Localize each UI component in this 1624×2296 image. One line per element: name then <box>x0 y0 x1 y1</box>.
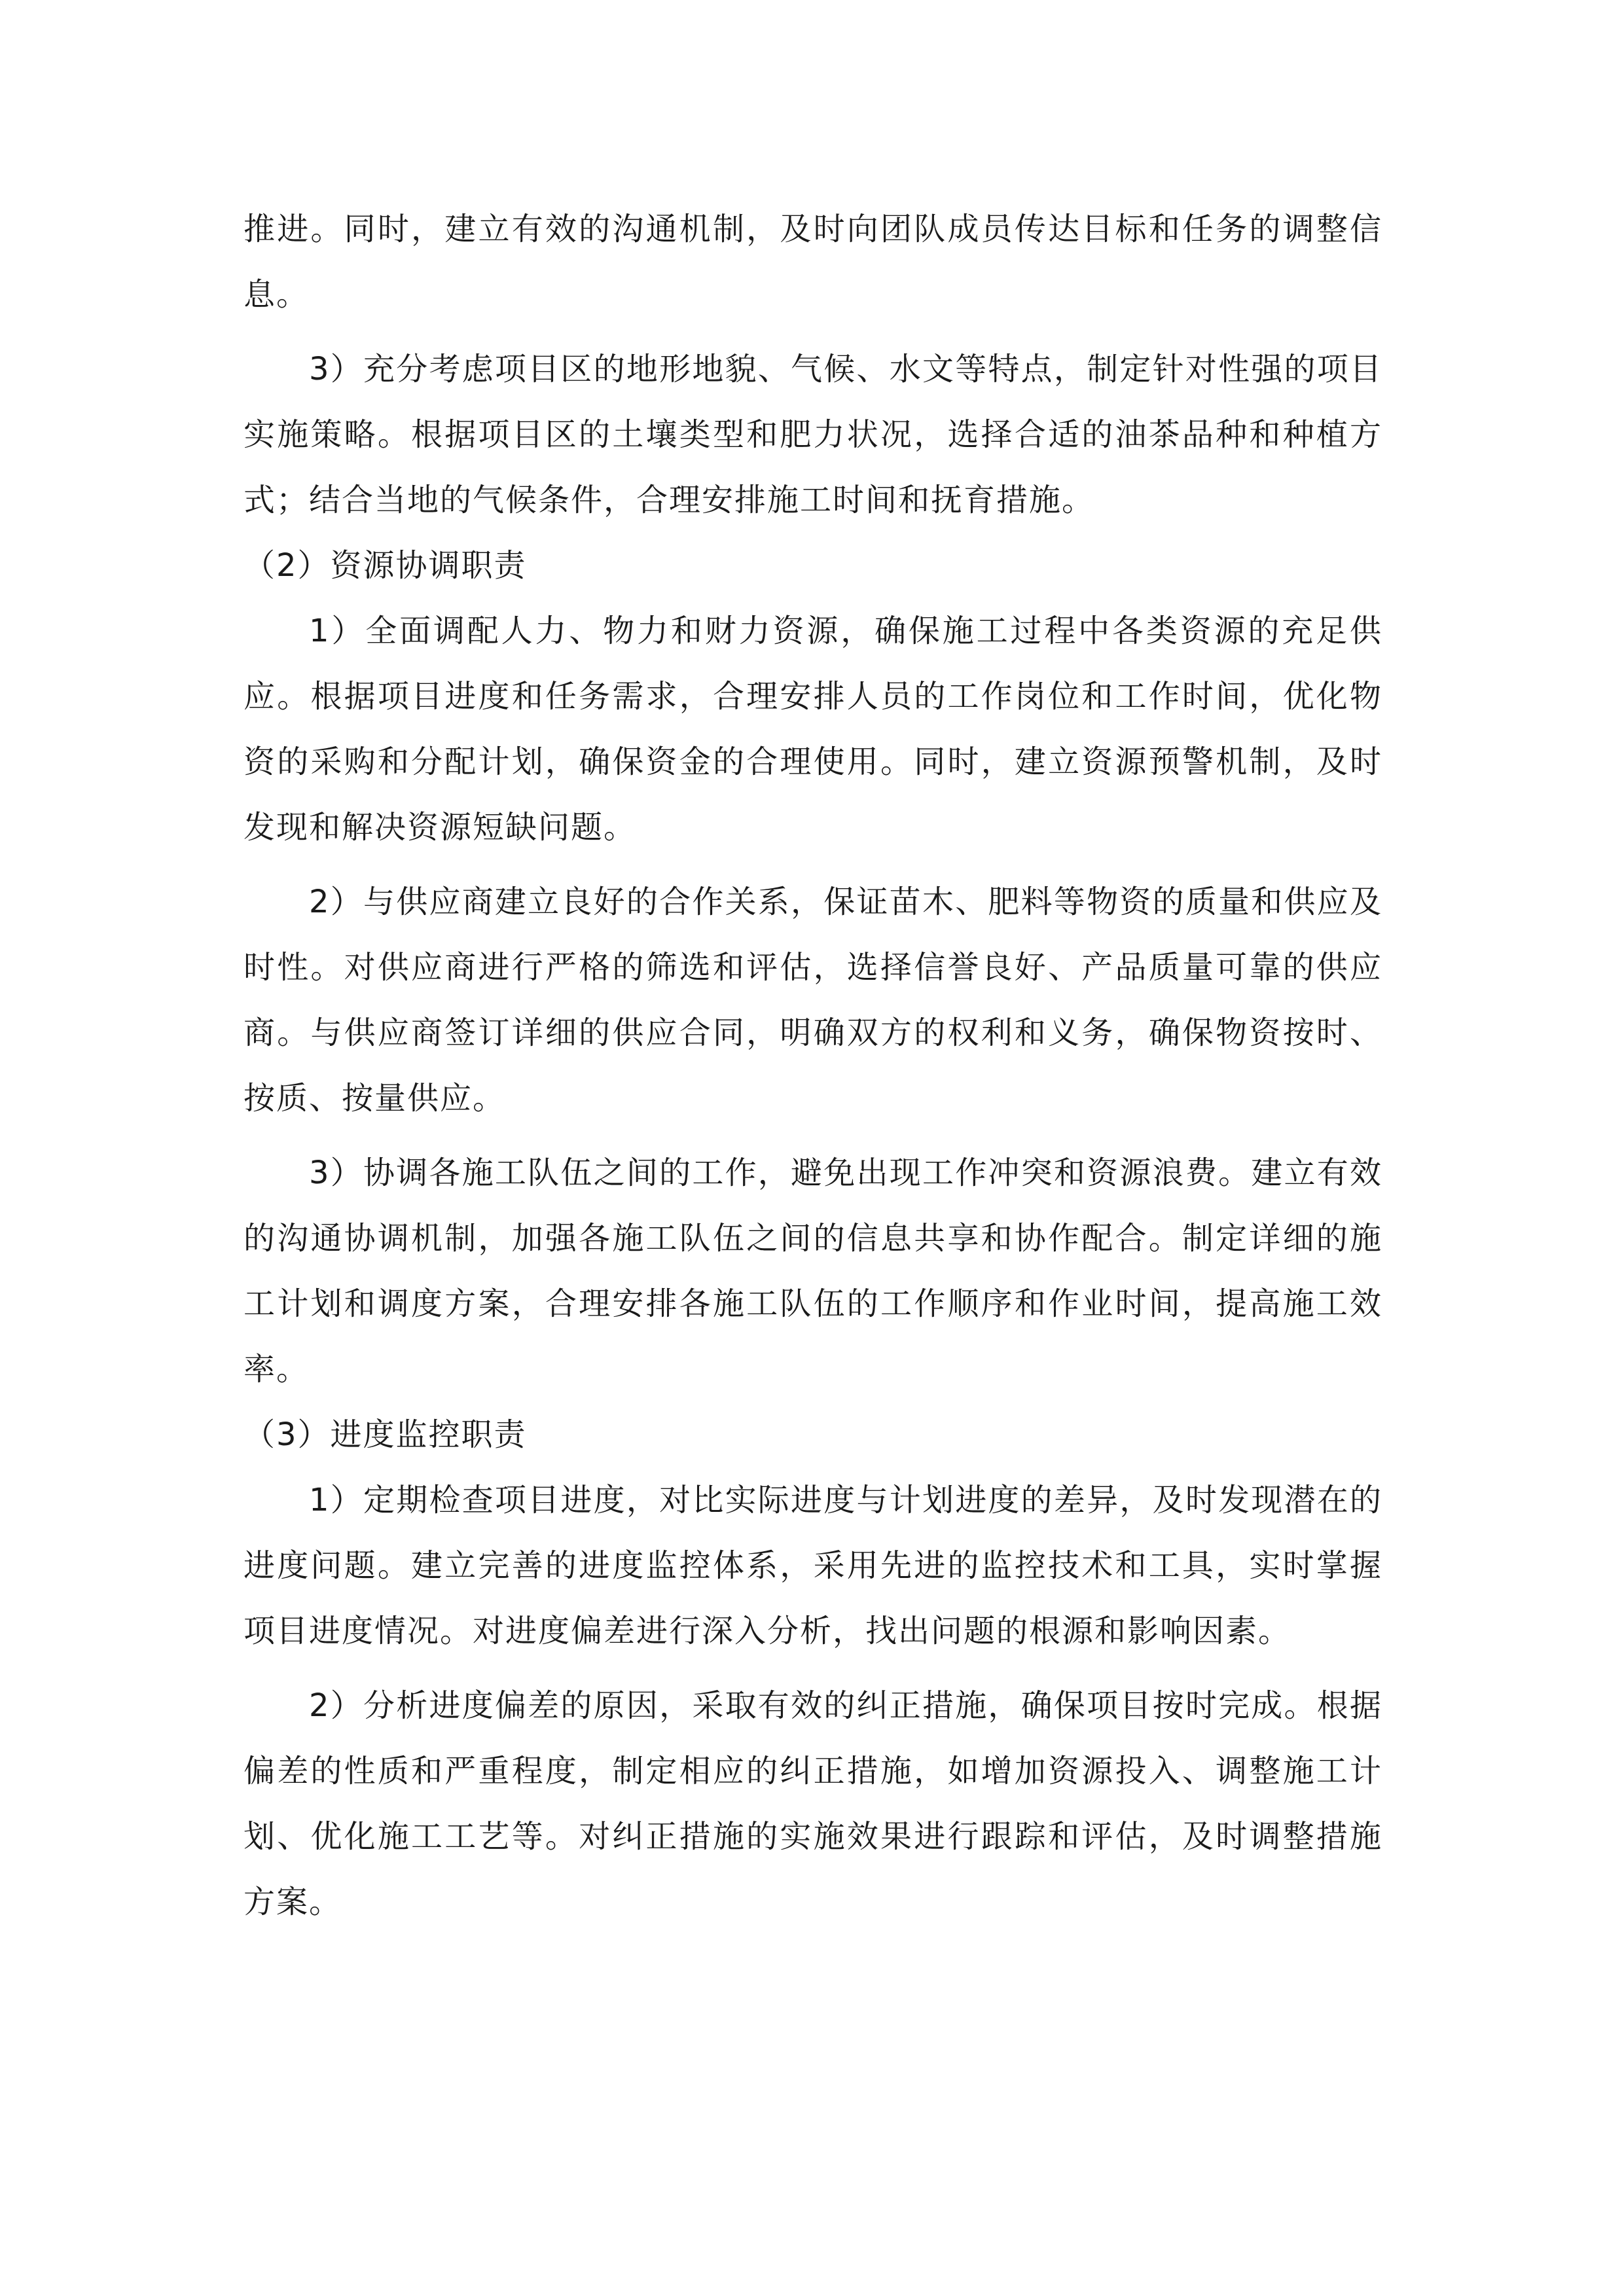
paragraph-item-2-deviation-analysis: 2）分析进度偏差的原因，采取有效的纠正措施，确保项目按时完成。根据偏差的性质和严重程度，制定相应的纠正措施，如增加资源投入、调整施工计划、优化施工工艺等。对纠正措施的实施效果进行跟踪和评估，及时调整措施方案。 <box>244 1687 1382 1920</box>
paragraph-item-1-resource-allocation: 1）全面调配人力、物力和财力资源，确保施工过程中各类资源的充足供应。根据项目进度和任务需求，合理安排人员的工作岗位和工作时间，优化物资的采购和分配计划，确保资金的合理使用。同时，建立资源预警机制，及时发现和解决资源短缺问题。 <box>244 613 1382 846</box>
section-heading-resource-coordination: （2）资源协调职责 <box>244 547 527 584</box>
section-heading-progress-monitoring: （3）进度监控职责 <box>244 1416 527 1453</box>
paragraph-item-3-team-coordination: 3）协调各施工队伍之间的工作，避免出现工作冲突和资源浪费。建立有效的沟通协调机制，加强各施工队伍之间的信息共享和协作配合。制定详细的施工计划和调度方案，合理安排各施工队伍的工作顺序和作业时间，提高施工效率。 <box>244 1155 1382 1388</box>
paragraph-item-1-progress-check: 1）定期检查项目进度，对比实际进度与计划进度的差异，及时发现潜在的进度问题。建立完善的进度监控体系，采用先进的监控技术和工具，实时掌握项目进度情况。对进度偏差进行深入分析，找出问题的根源和影响因素。 <box>244 1482 1382 1649</box>
paragraph-item-3-strategy: 3）充分考虑项目区的地形地貌、气候、水文等特点，制定针对性强的项目实施策略。根据项目区的土壤类型和肥力状况，选择合适的油茶品种和种植方式；结合当地的气候条件，合理安排施工时间和抚育措施。 <box>244 351 1382 518</box>
paragraph-continuation: 推进。同时，建立有效的沟通机制，及时向团队成员传达目标和任务的调整信息。 <box>244 211 1382 313</box>
document-body <box>244 196 1382 1935</box>
paragraph-item-2-supplier: 2）与供应商建立良好的合作关系，保证苗木、肥料等物资的质量和供应及时性。对供应商进行严格的筛选和评估，选择信誉良好、产品质量可靠的供应商。与供应商签订详细的供应合同，明确双方的权利和义务，确保物资按时、按质、按量供应。 <box>244 884 1382 1117</box>
